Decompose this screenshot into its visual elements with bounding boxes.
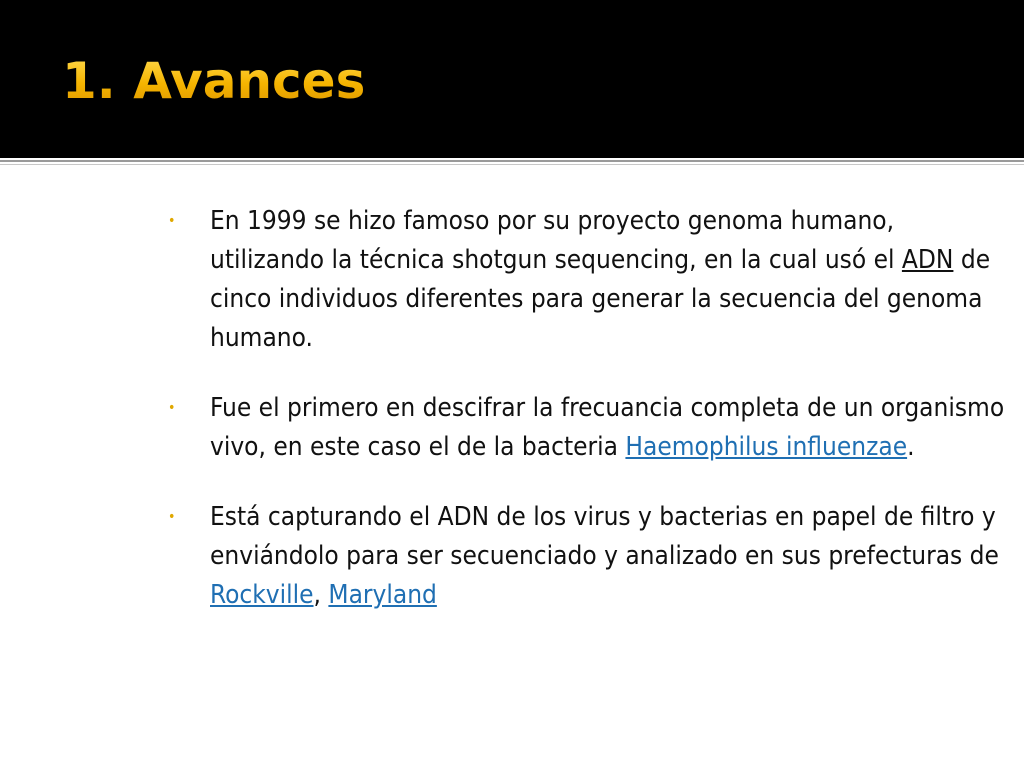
slide-title: 1. Avances <box>62 52 366 110</box>
adn-link[interactable]: ADN <box>901 245 954 275</box>
bullet-2-text-end: . <box>907 432 915 462</box>
bullet-marker-icon: • <box>168 400 176 416</box>
bullet-3-separator: , <box>313 580 329 610</box>
bullet-3-text-start: Está capturando el ADN de los virus y bacterias en papel de filtro y enviándolo para ser secuenciado y analizado en sus prefecturas de <box>210 502 999 571</box>
bullet-1-text-end: de cinco individuos diferentes para generar la secuencia del genoma humano. <box>210 245 991 353</box>
bullet-item-2 <box>168 389 1014 467</box>
bullet-item-1 <box>168 202 1014 358</box>
rockville-link[interactable]: Rockville <box>210 580 314 610</box>
bullet-2-text-start: Fue el primero en descifrar la frecuancia completa de un organismo vivo, en este caso el de la bacteria <box>210 393 1005 462</box>
title-divider-secondary <box>0 164 1024 165</box>
bullet-item-3 <box>168 498 1014 615</box>
title-bar <box>0 0 1024 158</box>
bullet-marker-icon: • <box>168 213 176 229</box>
bullet-list <box>168 202 1014 646</box>
haemophilus-influenzae-link[interactable]: Haemophilus influenzae <box>625 432 908 462</box>
bullet-marker-icon: • <box>168 509 176 525</box>
title-divider <box>0 160 1024 162</box>
maryland-link[interactable]: Maryland <box>328 580 437 610</box>
bullet-1-text-start: En 1999 se hizo famoso por su proyecto genoma humano, utilizando la técnica shotgun sequencing, en la cual usó el <box>210 206 902 275</box>
